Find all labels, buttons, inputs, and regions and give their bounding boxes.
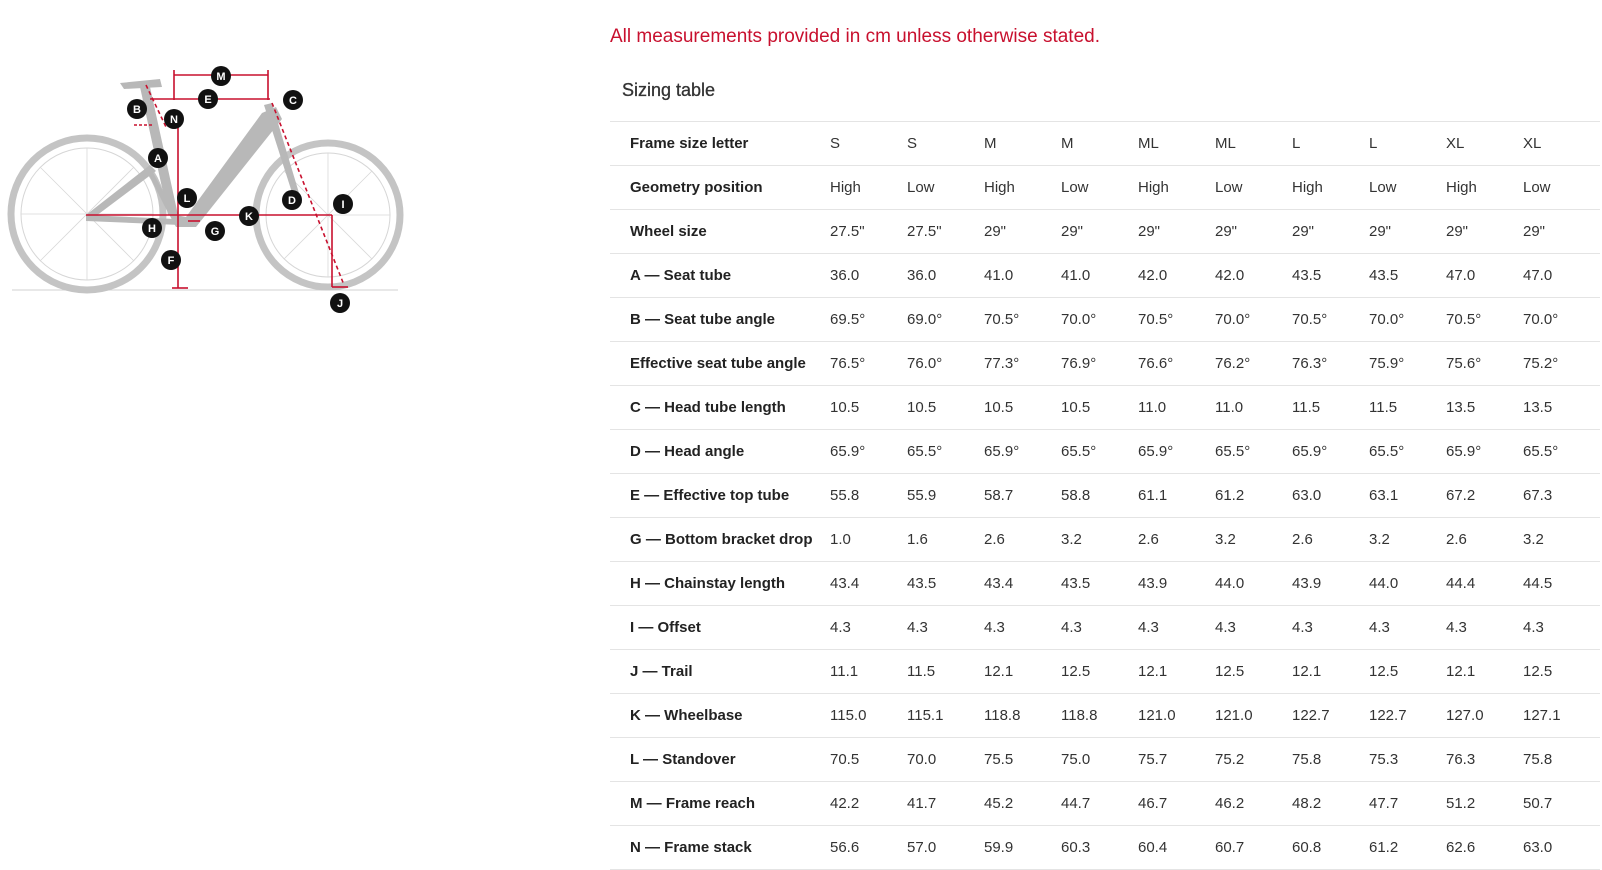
table-cell: 63.0 (1523, 826, 1600, 870)
table-cell: 75.0 (1061, 738, 1138, 782)
table-cell: 12.1 (1446, 650, 1523, 694)
table-cell: 70.0° (1369, 298, 1446, 342)
marker-j (330, 293, 350, 313)
table-cell: 65.5° (1523, 430, 1600, 474)
table-cell: 69.5° (830, 298, 907, 342)
table-cell: 60.4 (1138, 826, 1215, 870)
table-cell: 11.1 (830, 650, 907, 694)
table-cell: 60.8 (1292, 826, 1369, 870)
table-cell: S (907, 122, 984, 166)
table-cell: 75.2 (1215, 738, 1292, 782)
table-cell: 50.7 (1523, 782, 1600, 826)
table-cell: 115.1 (907, 694, 984, 738)
table-cell: 127.0 (1446, 694, 1523, 738)
table-cell: High (1138, 166, 1215, 210)
table-cell: L (1292, 122, 1369, 166)
table-row (610, 210, 1600, 254)
table-cell: L (1369, 122, 1446, 166)
table-cell: Low (1061, 166, 1138, 210)
table-cell: 29" (1138, 210, 1215, 254)
table-cell: 46.2 (1215, 782, 1292, 826)
table-cell: 70.0° (1523, 298, 1600, 342)
table-cell: 75.3 (1369, 738, 1446, 782)
table-cell: 3.2 (1523, 518, 1600, 562)
table-row (610, 474, 1600, 518)
row-label: J — Trail (610, 650, 830, 694)
table-cell: 75.7 (1138, 738, 1215, 782)
marker-k (239, 206, 259, 226)
table-cell: 10.5 (830, 386, 907, 430)
table-cell: XL (1523, 122, 1600, 166)
table-cell: 67.3 (1523, 474, 1600, 518)
table-cell: 75.5 (984, 738, 1061, 782)
table-cell: XL (1446, 122, 1523, 166)
table-cell: 44.0 (1215, 562, 1292, 606)
table-cell: 29" (1215, 210, 1292, 254)
svg-text:H: H (148, 223, 156, 235)
table-cell: 76.0° (907, 342, 984, 386)
table-cell: ML (1138, 122, 1215, 166)
table-cell: 4.3 (1369, 606, 1446, 650)
table-cell: 61.2 (1369, 826, 1446, 870)
sizing-table-container (610, 121, 1592, 870)
table-cell: 4.3 (1061, 606, 1138, 650)
table-cell: 65.9° (1138, 430, 1215, 474)
table-cell: 27.5" (830, 210, 907, 254)
table-cell: ML (1215, 122, 1292, 166)
marker-i (333, 194, 353, 214)
table-cell: 58.7 (984, 474, 1061, 518)
table-cell: 122.7 (1292, 694, 1369, 738)
table-cell: 43.9 (1138, 562, 1215, 606)
table-cell: 57.0 (907, 826, 984, 870)
table-row (610, 694, 1600, 738)
table-cell: 10.5 (1061, 386, 1138, 430)
table-cell: 43.5 (907, 562, 984, 606)
table-cell: 76.5° (830, 342, 907, 386)
table-cell: 61.1 (1138, 474, 1215, 518)
sizing-table-title: Sizing table (622, 80, 716, 100)
marker-n (164, 109, 184, 129)
table-cell: 76.9° (1061, 342, 1138, 386)
table-cell: 47.0 (1523, 254, 1600, 298)
table-cell: 29" (1523, 210, 1600, 254)
table-cell: 27.5" (907, 210, 984, 254)
table-cell: 4.3 (1292, 606, 1369, 650)
table-cell: 75.8 (1523, 738, 1600, 782)
svg-text:G: G (210, 226, 220, 238)
table-cell: 36.0 (830, 254, 907, 298)
table-cell: 44.5 (1523, 562, 1600, 606)
table-cell: 29" (1446, 210, 1523, 254)
row-label: Wheel size (610, 210, 830, 254)
table-cell: 61.2 (1215, 474, 1292, 518)
row-label: Frame size letter (610, 122, 830, 166)
table-cell: 62.6 (1446, 826, 1523, 870)
table-cell: 115.0 (830, 694, 907, 738)
table-cell: 48.2 (1292, 782, 1369, 826)
svg-text:C: C (289, 95, 297, 107)
table-cell: 63.1 (1369, 474, 1446, 518)
table-cell: 11.0 (1138, 386, 1215, 430)
table-cell: 4.3 (907, 606, 984, 650)
table-cell: 12.5 (1369, 650, 1446, 694)
table-cell: 70.5° (1138, 298, 1215, 342)
row-label: L — Standover (610, 738, 830, 782)
table-cell: 36.0 (907, 254, 984, 298)
table-cell: 75.8 (1292, 738, 1369, 782)
marker-b (127, 99, 147, 119)
table-row (610, 430, 1600, 474)
table-cell: 47.0 (1446, 254, 1523, 298)
table-cell: 4.3 (830, 606, 907, 650)
sizing-table (610, 121, 1600, 870)
svg-text:I: I (341, 199, 345, 211)
table-cell: 12.1 (1138, 650, 1215, 694)
table-cell: 11.0 (1215, 386, 1292, 430)
table-cell: 2.6 (984, 518, 1061, 562)
table-cell: M (1061, 122, 1138, 166)
table-cell: 11.5 (1369, 386, 1446, 430)
row-label: K — Wheelbase (610, 694, 830, 738)
table-cell: 127.1 (1523, 694, 1600, 738)
table-cell: 42.0 (1138, 254, 1215, 298)
table-cell: High (984, 166, 1061, 210)
table-cell: 29" (1369, 210, 1446, 254)
table-cell: 45.2 (984, 782, 1061, 826)
table-cell: 65.9° (830, 430, 907, 474)
table-cell: High (830, 166, 907, 210)
table-cell: 41.7 (907, 782, 984, 826)
table-cell: 75.9° (1369, 342, 1446, 386)
table-cell: 51.2 (1446, 782, 1523, 826)
table-cell: 12.1 (1292, 650, 1369, 694)
table-cell: 55.9 (907, 474, 984, 518)
table-row (610, 782, 1600, 826)
table-cell: M (984, 122, 1061, 166)
table-cell: 43.5 (1061, 562, 1138, 606)
table-cell: 4.3 (1523, 606, 1600, 650)
row-label: I — Offset (610, 606, 830, 650)
table-cell: 13.5 (1446, 386, 1523, 430)
svg-text:A: A (154, 153, 162, 165)
table-cell: 11.5 (907, 650, 984, 694)
row-label: H — Chainstay length (610, 562, 830, 606)
table-cell: 122.7 (1369, 694, 1446, 738)
table-cell: 12.5 (1523, 650, 1600, 694)
table-cell: 44.4 (1446, 562, 1523, 606)
table-cell: 70.5° (984, 298, 1061, 342)
row-label: C — Head tube length (610, 386, 830, 430)
table-cell: 58.8 (1061, 474, 1138, 518)
table-cell: 10.5 (984, 386, 1061, 430)
table-cell: 3.2 (1369, 518, 1446, 562)
table-cell: 44.0 (1369, 562, 1446, 606)
table-cell: 12.5 (1061, 650, 1138, 694)
table-cell: 70.0° (1215, 298, 1292, 342)
table-cell: 43.5 (1369, 254, 1446, 298)
table-cell: 70.5° (1446, 298, 1523, 342)
table-cell: 1.6 (907, 518, 984, 562)
table-cell: 47.7 (1369, 782, 1446, 826)
table-cell: 10.5 (907, 386, 984, 430)
table-row (610, 518, 1600, 562)
table-cell: 65.9° (1446, 430, 1523, 474)
table-cell: 70.0 (907, 738, 984, 782)
table-cell: 121.0 (1215, 694, 1292, 738)
table-cell: 2.6 (1292, 518, 1369, 562)
table-cell: 65.5° (1369, 430, 1446, 474)
table-cell: 44.7 (1061, 782, 1138, 826)
table-cell: 1.0 (830, 518, 907, 562)
row-label: M — Frame reach (610, 782, 830, 826)
table-row (610, 562, 1600, 606)
table-cell: 4.3 (1446, 606, 1523, 650)
table-cell: 65.5° (1061, 430, 1138, 474)
marker-m (211, 66, 231, 86)
table-cell: 43.9 (1292, 562, 1369, 606)
svg-text:J: J (336, 298, 344, 310)
table-cell: High (1292, 166, 1369, 210)
table-cell: 56.6 (830, 826, 907, 870)
table-cell: 43.4 (984, 562, 1061, 606)
table-cell: 2.6 (1138, 518, 1215, 562)
svg-text:F: F (167, 255, 175, 267)
row-label: D — Head angle (610, 430, 830, 474)
row-label: Geometry position (610, 166, 830, 210)
table-cell: 70.0° (1061, 298, 1138, 342)
table-cell: 4.3 (1138, 606, 1215, 650)
table-cell: 118.8 (984, 694, 1061, 738)
table-cell: 118.8 (1061, 694, 1138, 738)
marker-d (282, 190, 302, 210)
svg-text:B: B (133, 104, 141, 116)
table-cell: 3.2 (1061, 518, 1138, 562)
table-cell: 60.7 (1215, 826, 1292, 870)
table-cell: 4.3 (984, 606, 1061, 650)
table-cell: 29" (1292, 210, 1369, 254)
table-cell: 67.2 (1446, 474, 1523, 518)
table-cell: 65.9° (1292, 430, 1369, 474)
table-cell: 13.5 (1523, 386, 1600, 430)
table-cell: 55.8 (830, 474, 907, 518)
table-cell: 43.4 (830, 562, 907, 606)
bike-geometry-diagram (0, 55, 420, 325)
table-cell: Low (1369, 166, 1446, 210)
table-row (610, 166, 1600, 210)
row-label: A — Seat tube (610, 254, 830, 298)
table-row (610, 122, 1600, 166)
row-label: G — Bottom bracket drop (610, 518, 830, 562)
marker-h (142, 218, 162, 238)
table-cell: 65.5° (1215, 430, 1292, 474)
table-cell: Low (907, 166, 984, 210)
table-cell: 65.5° (907, 430, 984, 474)
table-cell: Low (1215, 166, 1292, 210)
table-cell: 63.0 (1292, 474, 1369, 518)
table-cell: 42.0 (1215, 254, 1292, 298)
table-cell: 77.3° (984, 342, 1061, 386)
table-cell: 75.2° (1523, 342, 1600, 386)
table-row (610, 826, 1600, 870)
marker-e (198, 89, 218, 109)
table-cell: 76.2° (1215, 342, 1292, 386)
table-cell: 60.3 (1061, 826, 1138, 870)
table-cell: 2.6 (1446, 518, 1523, 562)
table-row (610, 386, 1600, 430)
table-cell: 46.7 (1138, 782, 1215, 826)
marker-g (205, 221, 225, 241)
table-cell: 29" (1061, 210, 1138, 254)
table-cell: 43.5 (1292, 254, 1369, 298)
table-cell: High (1446, 166, 1523, 210)
table-cell: 76.6° (1138, 342, 1215, 386)
table-cell: 11.5 (1292, 386, 1369, 430)
table-cell: 70.5° (1292, 298, 1369, 342)
svg-text:M: M (216, 71, 226, 83)
table-cell: Low (1523, 166, 1600, 210)
table-cell: 75.6° (1446, 342, 1523, 386)
svg-text:K: K (245, 211, 253, 223)
svg-text:L: L (183, 193, 191, 205)
row-label: N — Frame stack (610, 826, 830, 870)
table-row (610, 254, 1600, 298)
table-cell: 29" (984, 210, 1061, 254)
row-label: B — Seat tube angle (610, 298, 830, 342)
table-cell: 42.2 (830, 782, 907, 826)
table-cell: 69.0° (907, 298, 984, 342)
table-cell: 4.3 (1215, 606, 1292, 650)
table-cell: 41.0 (984, 254, 1061, 298)
svg-text:E: E (204, 94, 212, 106)
table-row (610, 606, 1600, 650)
table-cell: 41.0 (1061, 254, 1138, 298)
table-cell: 121.0 (1138, 694, 1215, 738)
row-label: Effective seat tube angle (610, 342, 830, 386)
table-cell: 65.9° (984, 430, 1061, 474)
svg-text:N: N (170, 114, 178, 126)
table-cell: 70.5 (830, 738, 907, 782)
svg-text:D: D (288, 195, 296, 207)
table-row (610, 738, 1600, 782)
row-label: E — Effective top tube (610, 474, 830, 518)
marker-l (177, 188, 197, 208)
marker-f (161, 250, 181, 270)
table-cell: 12.5 (1215, 650, 1292, 694)
table-cell: 3.2 (1215, 518, 1292, 562)
table-row (610, 342, 1600, 386)
table-cell: S (830, 122, 907, 166)
marker-c (283, 90, 303, 110)
table-row (610, 650, 1600, 694)
table-cell: 59.9 (984, 826, 1061, 870)
measurement-notice: All measurements provided in cm unless otherwise stated. (610, 26, 1101, 47)
table-cell: 76.3 (1446, 738, 1523, 782)
table-cell: 12.1 (984, 650, 1061, 694)
table-row (610, 298, 1600, 342)
table-cell: 76.3° (1292, 342, 1369, 386)
marker-a (148, 148, 168, 168)
